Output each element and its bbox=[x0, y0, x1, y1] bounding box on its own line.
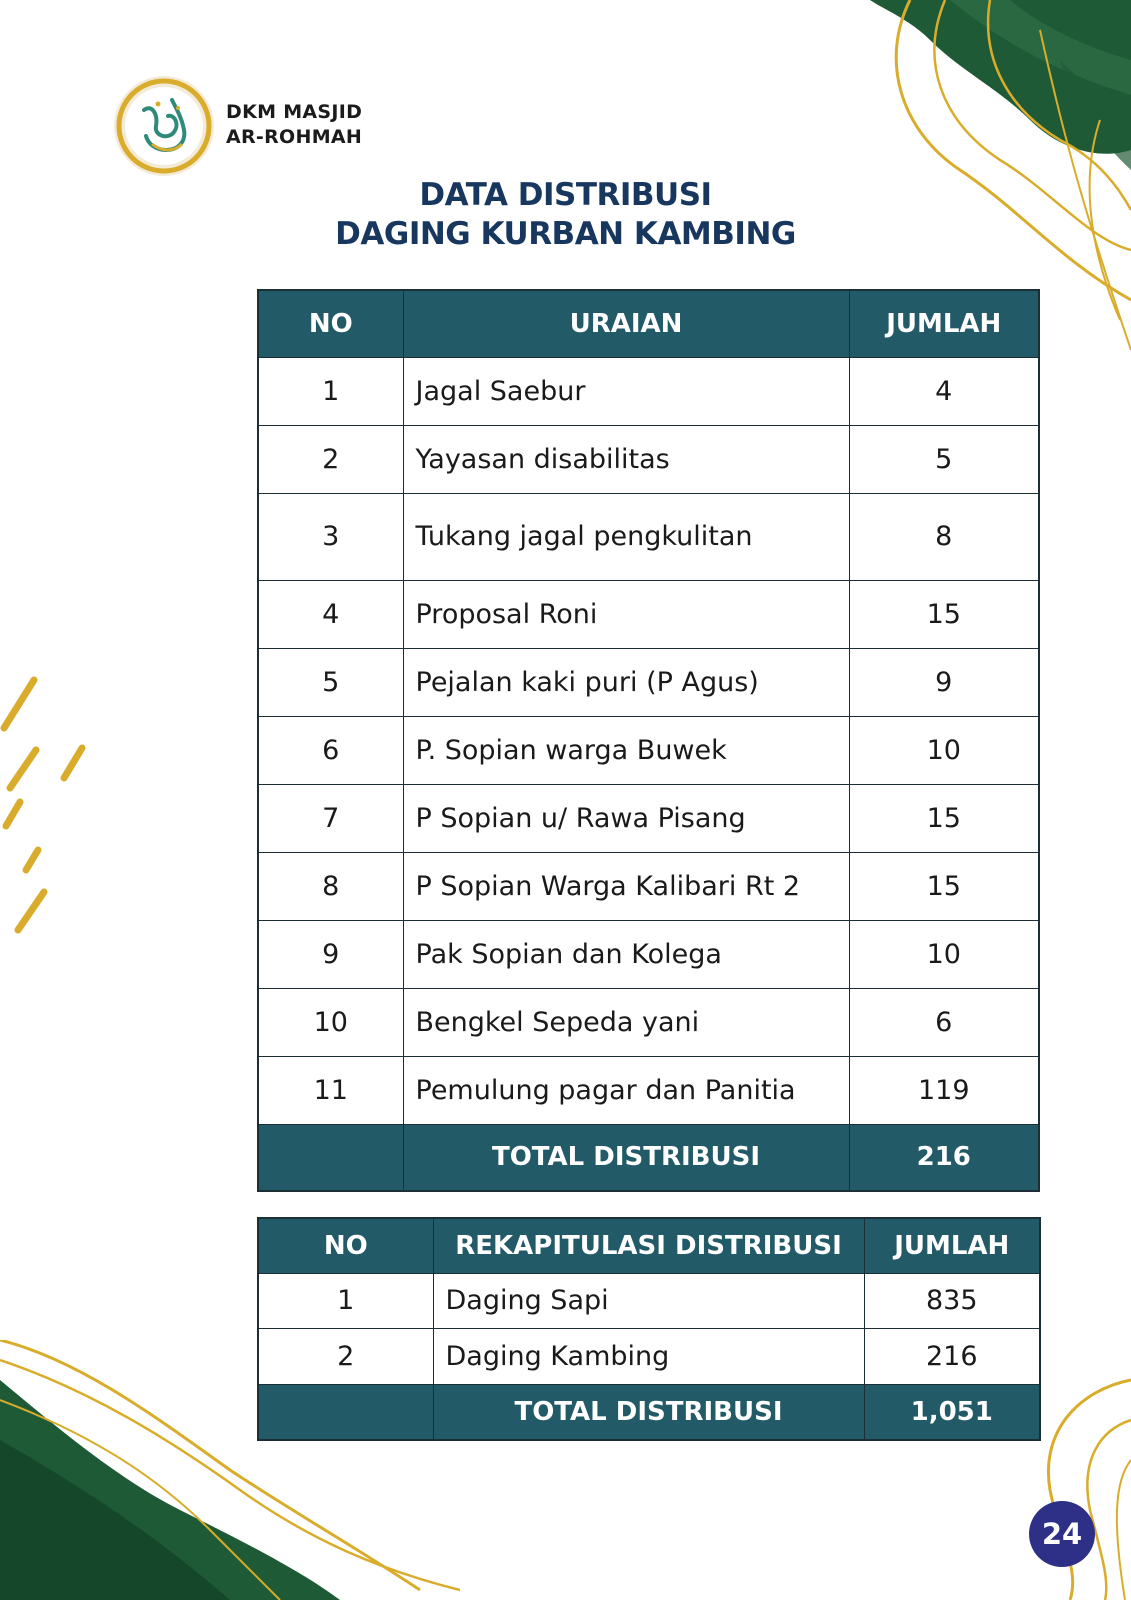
cell-jumlah: 15 bbox=[849, 580, 1039, 648]
recap-total-no-cell bbox=[258, 1384, 433, 1440]
title-line2: DAGING KURBAN KAMBING bbox=[335, 216, 796, 252]
recap-header-jumlah: JUMLAH bbox=[864, 1218, 1040, 1273]
total-row bbox=[258, 1124, 1039, 1191]
cell-no: 4 bbox=[258, 580, 403, 648]
header-uraian: URAIAN bbox=[403, 290, 849, 357]
recap-header-rekapitulasi: REKAPITULASI DISTRIBUSI bbox=[433, 1218, 864, 1273]
cell-uraian: Daging Sapi bbox=[433, 1273, 864, 1328]
total-no-cell bbox=[258, 1124, 403, 1191]
recap-table bbox=[257, 1217, 1041, 1441]
cell-jumlah: 6 bbox=[849, 988, 1039, 1056]
recap-total-label: TOTAL DISTRIBUSI bbox=[433, 1384, 864, 1440]
page-number-badge: 24 bbox=[1029, 1501, 1095, 1567]
cell-jumlah: 4 bbox=[849, 357, 1039, 425]
cell-jumlah: 119 bbox=[849, 1056, 1039, 1124]
cell-jumlah: 835 bbox=[864, 1273, 1040, 1328]
total-label: TOTAL DISTRIBUSI bbox=[403, 1124, 849, 1191]
table-row bbox=[258, 1056, 1039, 1124]
cell-no: 11 bbox=[258, 1056, 403, 1124]
recap-header-no: NO bbox=[258, 1218, 433, 1273]
recap-header-row bbox=[258, 1218, 1040, 1273]
cell-uraian: Pak Sopian dan Kolega bbox=[403, 920, 849, 988]
org-name-line2: AR-ROHMAH bbox=[226, 126, 363, 148]
cell-jumlah: 8 bbox=[849, 493, 1039, 580]
cell-uraian: Daging Kambing bbox=[433, 1328, 864, 1384]
table-row bbox=[258, 920, 1039, 988]
cell-uraian: P Sopian u/ Rawa Pisang bbox=[403, 784, 849, 852]
table-row bbox=[258, 493, 1039, 580]
table-row bbox=[258, 716, 1039, 784]
recap-total-row bbox=[258, 1384, 1040, 1440]
table-row bbox=[258, 1328, 1040, 1384]
table-row bbox=[258, 580, 1039, 648]
cell-jumlah: 10 bbox=[849, 920, 1039, 988]
title-line1: DATA DISTRIBUSI bbox=[419, 177, 712, 213]
calligraphy-logo-icon bbox=[112, 74, 216, 178]
table-row bbox=[258, 425, 1039, 493]
total-value: 216 bbox=[849, 1124, 1039, 1191]
cell-uraian: Pemulung pagar dan Panitia bbox=[403, 1056, 849, 1124]
cell-no: 2 bbox=[258, 425, 403, 493]
cell-no: 10 bbox=[258, 988, 403, 1056]
cell-no: 3 bbox=[258, 493, 403, 580]
org-name bbox=[226, 100, 362, 150]
distribution-table bbox=[257, 289, 1040, 1192]
cell-uraian: Proposal Roni bbox=[403, 580, 849, 648]
table-row bbox=[258, 648, 1039, 716]
table-header-row bbox=[258, 290, 1039, 357]
cell-jumlah: 15 bbox=[849, 852, 1039, 920]
recap-total-value: 1,051 bbox=[864, 1384, 1040, 1440]
cell-no: 9 bbox=[258, 920, 403, 988]
header-jumlah: JUMLAH bbox=[849, 290, 1039, 357]
cell-no: 6 bbox=[258, 716, 403, 784]
cell-no: 1 bbox=[258, 357, 403, 425]
cell-jumlah: 9 bbox=[849, 648, 1039, 716]
cell-no: 2 bbox=[258, 1328, 433, 1384]
table-row bbox=[258, 988, 1039, 1056]
cell-no: 8 bbox=[258, 852, 403, 920]
cell-jumlah: 15 bbox=[849, 784, 1039, 852]
cell-uraian: P Sopian Warga Kalibari Rt 2 bbox=[403, 852, 849, 920]
table-row bbox=[258, 784, 1039, 852]
cell-jumlah: 5 bbox=[849, 425, 1039, 493]
masjid-logo bbox=[112, 74, 216, 178]
table-row bbox=[258, 357, 1039, 425]
cell-jumlah: 10 bbox=[849, 716, 1039, 784]
header-no: NO bbox=[258, 290, 403, 357]
left-gold-dashes bbox=[0, 670, 90, 940]
table-row bbox=[258, 852, 1039, 920]
cell-uraian: Pejalan kaki puri (P Agus) bbox=[403, 648, 849, 716]
cell-no: 7 bbox=[258, 784, 403, 852]
cell-uraian: Bengkel Sepeda yani bbox=[403, 988, 849, 1056]
cell-no: 1 bbox=[258, 1273, 433, 1328]
cell-uraian: P. Sopian warga Buwek bbox=[403, 716, 849, 784]
cell-uraian: Jagal Saebur bbox=[403, 357, 849, 425]
org-name-line1: DKM MASJID bbox=[226, 101, 363, 123]
cell-no: 5 bbox=[258, 648, 403, 716]
page-title bbox=[0, 176, 1131, 254]
cell-jumlah: 216 bbox=[864, 1328, 1040, 1384]
cell-uraian: Yayasan disabilitas bbox=[403, 425, 849, 493]
cell-uraian: Tukang jagal pengkulitan bbox=[403, 493, 849, 580]
table-row bbox=[258, 1273, 1040, 1328]
